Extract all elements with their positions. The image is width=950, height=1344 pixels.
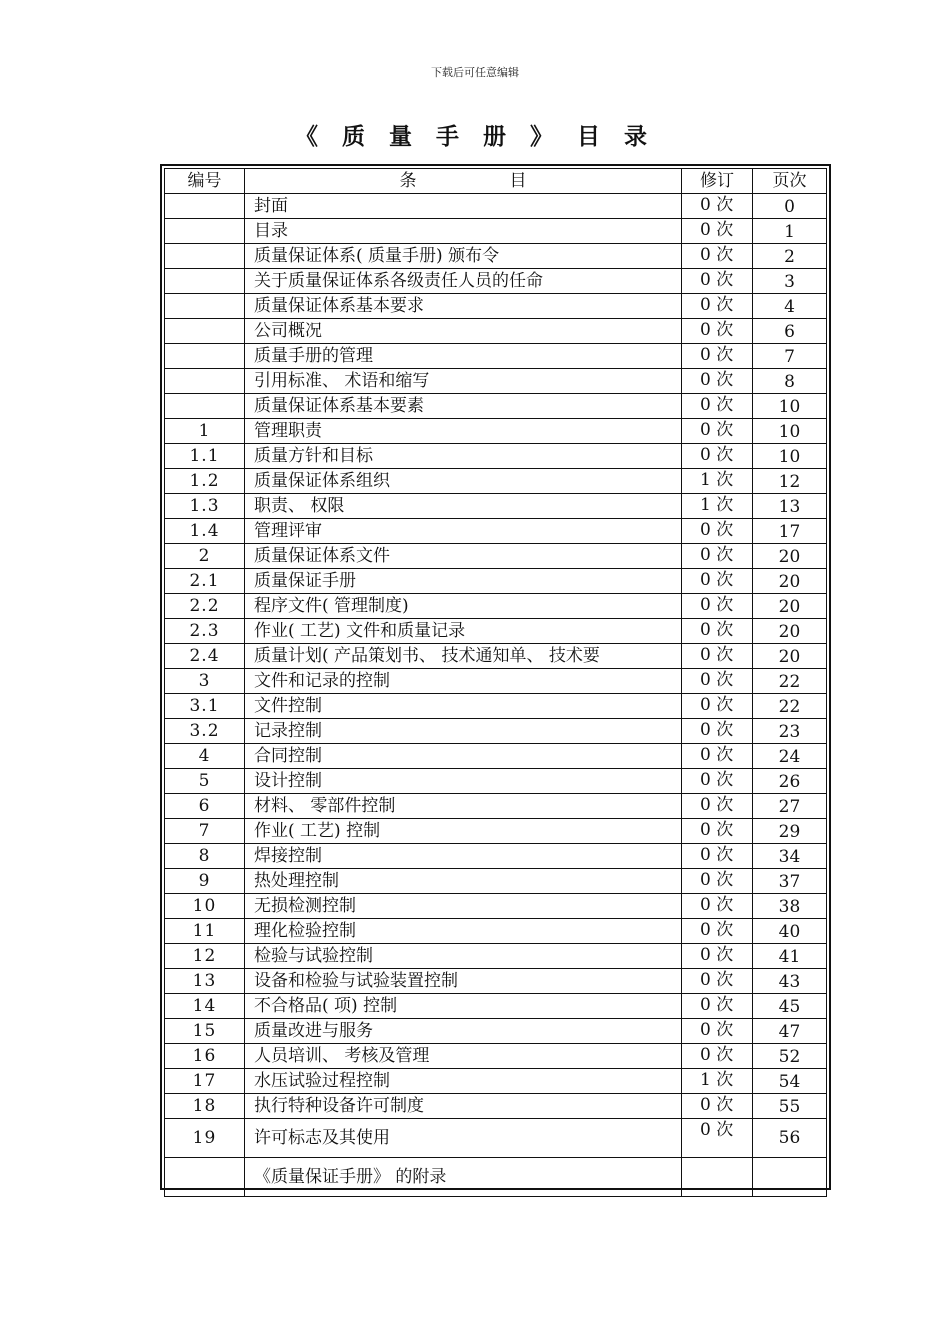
row-revision: 0 次 <box>682 719 753 744</box>
row-item: 水压试验过程控制 <box>245 1069 682 1094</box>
row-number: 19 <box>165 1119 245 1158</box>
row-revision: 0 次 <box>682 544 753 569</box>
row-page: 17 <box>753 519 827 544</box>
row-page: 10 <box>753 394 827 419</box>
document-title: 《 质 量 手 册 》 目 录 <box>294 124 656 150</box>
row-item: 人员培训、 考核及管理 <box>245 1044 682 1069</box>
row-page: 56 <box>753 1119 827 1158</box>
row-revision: 0 次 <box>682 619 753 644</box>
row-revision: 0 次 <box>682 219 753 244</box>
row-page: 20 <box>753 619 827 644</box>
header-note: 下载后可任意编辑 <box>431 66 519 79</box>
row-number: 14 <box>165 994 245 1019</box>
row-revision: 0 次 <box>682 1119 753 1158</box>
table-row <box>165 769 827 794</box>
row-item: 材料、 零部件控制 <box>245 794 682 819</box>
row-number: 8 <box>165 844 245 869</box>
table-row <box>165 294 827 319</box>
table-row <box>165 794 827 819</box>
row-page: 47 <box>753 1019 827 1044</box>
row-number: 2.2 <box>165 594 245 619</box>
row-item: 程序文件( 管理制度) <box>245 594 682 619</box>
row-revision: 0 次 <box>682 444 753 469</box>
row-item: 质量保证体系基本要素 <box>245 394 682 419</box>
table-row <box>165 219 827 244</box>
row-number: 13 <box>165 969 245 994</box>
row-number: 3 <box>165 669 245 694</box>
table-row <box>165 269 827 294</box>
row-number: 1.2 <box>165 469 245 494</box>
table-row <box>165 1069 827 1094</box>
row-item: 管理评审 <box>245 519 682 544</box>
row-revision: 1 次 <box>682 1069 753 1094</box>
row-revision: 0 次 <box>682 519 753 544</box>
row-number: 3.1 <box>165 694 245 719</box>
row-number: 12 <box>165 944 245 969</box>
row-revision: 0 次 <box>682 769 753 794</box>
table-row <box>165 644 827 669</box>
row-revision: 0 次 <box>682 844 753 869</box>
row-item: 质量保证体系基本要求 <box>245 294 682 319</box>
table-row <box>165 469 827 494</box>
row-number: 10 <box>165 894 245 919</box>
row-number <box>165 194 245 219</box>
row-number: 2.1 <box>165 569 245 594</box>
row-number: 1.3 <box>165 494 245 519</box>
row-item: 质量保证手册 <box>245 569 682 594</box>
row-revision: 0 次 <box>682 269 753 294</box>
table-row <box>165 944 827 969</box>
table-row <box>165 1119 827 1158</box>
row-page: 8 <box>753 369 827 394</box>
row-revision: 0 次 <box>682 994 753 1019</box>
table-row <box>165 344 827 369</box>
header-revision: 修订 <box>682 169 753 194</box>
row-item: 热处理控制 <box>245 869 682 894</box>
table-row <box>165 819 827 844</box>
table-row <box>165 544 827 569</box>
row-item: 设计控制 <box>245 769 682 794</box>
row-revision: 0 次 <box>682 819 753 844</box>
row-revision: 0 次 <box>682 744 753 769</box>
row-item: 无损检测控制 <box>245 894 682 919</box>
row-item: 执行特种设备许可制度 <box>245 1094 682 1119</box>
row-number: 11 <box>165 919 245 944</box>
table-row <box>165 994 827 1019</box>
row-number <box>165 269 245 294</box>
row-page: 45 <box>753 994 827 1019</box>
row-item: 作业( 工艺) 控制 <box>245 819 682 844</box>
row-page: 22 <box>753 669 827 694</box>
row-number: 4 <box>165 744 245 769</box>
row-page: 24 <box>753 744 827 769</box>
table-row <box>165 1019 827 1044</box>
table-row <box>165 569 827 594</box>
row-page: 1 <box>753 219 827 244</box>
row-page: 29 <box>753 819 827 844</box>
row-number <box>165 319 245 344</box>
table-row <box>165 594 827 619</box>
row-item: 引用标准、 术语和缩写 <box>245 369 682 394</box>
table-row <box>165 369 827 394</box>
table-row <box>165 619 827 644</box>
row-page: 27 <box>753 794 827 819</box>
row-page: 52 <box>753 1044 827 1069</box>
row-item: 合同控制 <box>245 744 682 769</box>
row-page: 55 <box>753 1094 827 1119</box>
appendix-page <box>753 1158 827 1197</box>
row-item: 封面 <box>245 194 682 219</box>
row-number <box>165 344 245 369</box>
row-item: 职责、 权限 <box>245 494 682 519</box>
header-number: 编号 <box>165 169 245 194</box>
table-row <box>165 669 827 694</box>
row-revision: 0 次 <box>682 1094 753 1119</box>
table-row <box>165 719 827 744</box>
row-revision: 0 次 <box>682 194 753 219</box>
table-row <box>165 319 827 344</box>
row-page: 4 <box>753 294 827 319</box>
row-item: 理化检验控制 <box>245 919 682 944</box>
row-number: 6 <box>165 794 245 819</box>
row-revision: 0 次 <box>682 594 753 619</box>
row-item: 质量改进与服务 <box>245 1019 682 1044</box>
row-number: 2.4 <box>165 644 245 669</box>
row-revision: 0 次 <box>682 244 753 269</box>
row-number: 5 <box>165 769 245 794</box>
table-row <box>165 419 827 444</box>
row-number: 17 <box>165 1069 245 1094</box>
row-page: 37 <box>753 869 827 894</box>
row-item: 质量保证体系文件 <box>245 544 682 569</box>
row-page: 13 <box>753 494 827 519</box>
row-item: 不合格品( 项) 控制 <box>245 994 682 1019</box>
row-item: 许可标志及其使用 <box>245 1119 682 1158</box>
row-page: 12 <box>753 469 827 494</box>
row-item: 文件控制 <box>245 694 682 719</box>
row-item: 质量保证体系( 质量手册) 颁布令 <box>245 244 682 269</box>
row-page: 2 <box>753 244 827 269</box>
row-page: 22 <box>753 694 827 719</box>
row-revision: 0 次 <box>682 419 753 444</box>
row-number: 9 <box>165 869 245 894</box>
toc-table-frame <box>160 164 831 1190</box>
row-item: 关于质量保证体系各级责任人员的任命 <box>245 269 682 294</box>
table-row <box>165 519 827 544</box>
row-revision: 0 次 <box>682 644 753 669</box>
table-row <box>165 894 827 919</box>
table-row <box>165 494 827 519</box>
row-page: 6 <box>753 319 827 344</box>
table-row <box>165 869 827 894</box>
row-revision: 0 次 <box>682 894 753 919</box>
appendix-item: 《质量保证手册》 的附录 <box>245 1158 682 1197</box>
row-number: 15 <box>165 1019 245 1044</box>
header-page: 页次 <box>753 169 827 194</box>
row-revision: 0 次 <box>682 944 753 969</box>
row-item: 管理职责 <box>245 419 682 444</box>
row-item: 设备和检验与试验装置控制 <box>245 969 682 994</box>
row-page: 20 <box>753 544 827 569</box>
row-number: 2.3 <box>165 619 245 644</box>
header-item-left: 条 <box>399 171 417 191</box>
row-number: 1 <box>165 419 245 444</box>
row-page: 54 <box>753 1069 827 1094</box>
table-row <box>165 694 827 719</box>
row-item: 记录控制 <box>245 719 682 744</box>
table-row <box>165 394 827 419</box>
row-number <box>165 394 245 419</box>
row-revision: 1 次 <box>682 494 753 519</box>
row-page: 41 <box>753 944 827 969</box>
row-number: 7 <box>165 819 245 844</box>
table-row <box>165 969 827 994</box>
row-number: 16 <box>165 1044 245 1069</box>
header-item-right: 目 <box>509 171 527 191</box>
table-row <box>165 244 827 269</box>
row-revision: 0 次 <box>682 919 753 944</box>
row-number <box>165 369 245 394</box>
row-revision: 0 次 <box>682 569 753 594</box>
row-item: 文件和记录的控制 <box>245 669 682 694</box>
row-page: 20 <box>753 644 827 669</box>
row-page: 43 <box>753 969 827 994</box>
row-revision: 0 次 <box>682 344 753 369</box>
row-page: 40 <box>753 919 827 944</box>
row-revision: 0 次 <box>682 794 753 819</box>
row-number: 1.1 <box>165 444 245 469</box>
row-number <box>165 219 245 244</box>
row-revision: 0 次 <box>682 294 753 319</box>
row-number <box>165 244 245 269</box>
row-page: 23 <box>753 719 827 744</box>
row-item: 质量手册的管理 <box>245 344 682 369</box>
table-row <box>165 919 827 944</box>
row-page: 20 <box>753 569 827 594</box>
row-item: 检验与试验控制 <box>245 944 682 969</box>
row-revision: 0 次 <box>682 969 753 994</box>
row-number: 1.4 <box>165 519 245 544</box>
row-page: 10 <box>753 444 827 469</box>
row-item: 作业( 工艺) 文件和质量记录 <box>245 619 682 644</box>
row-revision: 0 次 <box>682 394 753 419</box>
row-revision: 0 次 <box>682 694 753 719</box>
table-row <box>165 1094 827 1119</box>
table-row <box>165 194 827 219</box>
table-header-row <box>165 169 827 194</box>
row-revision: 0 次 <box>682 869 753 894</box>
row-item: 目录 <box>245 219 682 244</box>
row-item: 公司概况 <box>245 319 682 344</box>
toc-table <box>164 168 827 1197</box>
row-page: 0 <box>753 194 827 219</box>
row-page: 10 <box>753 419 827 444</box>
row-revision: 0 次 <box>682 1044 753 1069</box>
row-page: 38 <box>753 894 827 919</box>
row-revision: 0 次 <box>682 669 753 694</box>
row-item: 质量计划( 产品策划书、 技术通知单、 技术要 <box>245 644 682 669</box>
row-number: 2 <box>165 544 245 569</box>
appendix-revision <box>682 1158 753 1197</box>
row-page: 7 <box>753 344 827 369</box>
header-item <box>245 169 682 194</box>
row-number: 18 <box>165 1094 245 1119</box>
row-page: 3 <box>753 269 827 294</box>
row-revision: 0 次 <box>682 1019 753 1044</box>
row-page: 26 <box>753 769 827 794</box>
row-item: 质量保证体系组织 <box>245 469 682 494</box>
appendix-row <box>165 1158 827 1197</box>
row-page: 20 <box>753 594 827 619</box>
table-row <box>165 844 827 869</box>
table-row <box>165 744 827 769</box>
row-number: 3.2 <box>165 719 245 744</box>
row-item: 焊接控制 <box>245 844 682 869</box>
table-row <box>165 444 827 469</box>
row-revision: 0 次 <box>682 369 753 394</box>
row-item: 质量方针和目标 <box>245 444 682 469</box>
row-revision: 1 次 <box>682 469 753 494</box>
row-number <box>165 294 245 319</box>
row-page: 34 <box>753 844 827 869</box>
appendix-number <box>165 1158 245 1197</box>
row-revision: 0 次 <box>682 319 753 344</box>
table-row <box>165 1044 827 1069</box>
